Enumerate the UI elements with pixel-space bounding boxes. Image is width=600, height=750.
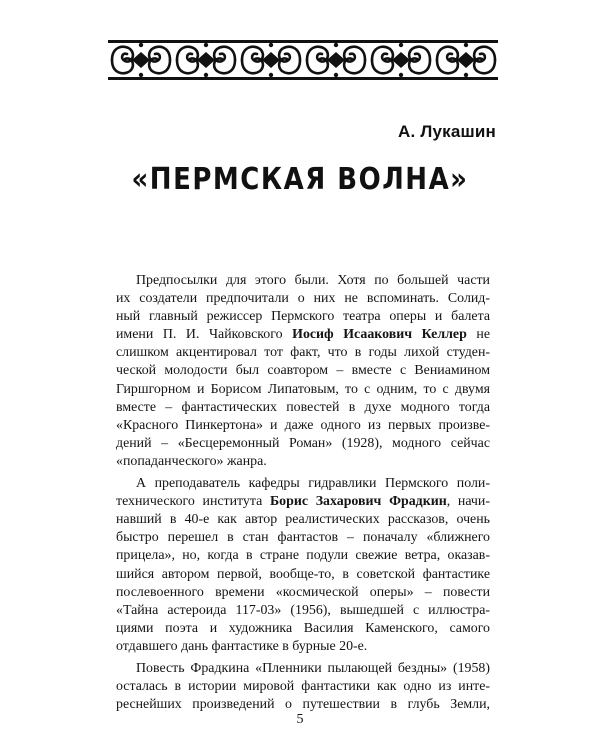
text-line: А преподаватель кафедры гидравлики Пермского поли- <box>136 476 490 492</box>
paragraph <box>116 660 490 714</box>
chapter-title: «ПЕРМСКАЯ ВОЛНА» <box>131 162 469 198</box>
text-line: «Красного Пинкертона» и даже одного из первых произве- <box>116 417 490 433</box>
text-line: вместе – фантастических повестей в духе модного тогда <box>116 399 490 415</box>
text-line: Повесть Фрадкина «Пленники пылающей бездны» (1958) <box>136 660 490 676</box>
text-line: их создатели предпочитали о них не вспоминать. Солид- <box>116 291 490 307</box>
text-line: отдавшего дань фантастике в бурные 20-е. <box>116 638 368 654</box>
decorative-ornament-border <box>108 40 498 80</box>
text-line: имени П. И. Чайковского Иосиф Исаакович Келлер не <box>116 327 490 343</box>
text-line: прицела», но, когда в стране подули свежие ветра, оказав- <box>116 548 490 564</box>
text-line: циями поэта и художника Василия Каменского, самого <box>116 620 490 636</box>
paragraph <box>116 272 490 471</box>
author-name: А. Лукашин <box>398 122 496 141</box>
person-name-fradkin: Борис Захарович Фрадкин <box>270 494 447 510</box>
text-line: «попаданческого» жанра. <box>116 453 267 469</box>
text-line: дений – «Бесцеремонный Роман» (1928), модного сейчас <box>116 435 490 451</box>
text-line: реснейших произведений о путешествии в глубь Земли, <box>116 697 490 713</box>
page-number: 5 <box>296 712 304 727</box>
text-line: Предпосылки для этого были. Хотя по большей части <box>136 273 490 288</box>
paragraph <box>116 475 490 656</box>
text-line: ческой молодости был соавтором – вместе с Вениамином <box>116 363 490 379</box>
person-name-keller: Иосиф Исаакович Келлер <box>292 327 467 343</box>
text-line: шийся автором первой, вообще-то, в советской фантастике <box>116 566 490 582</box>
text-line: быстро перешел в стан фантастов – поначалу «ближнего <box>116 530 490 546</box>
body-text <box>116 272 490 714</box>
text-line: слишком акцентировал тот факт, что в годы лихой студен- <box>116 345 490 361</box>
text-line: ный главный режиссер Пермского театра оперы и балета <box>116 309 490 325</box>
text-line: послевоенного времени «космической оперы» – повести <box>116 584 490 600</box>
text-line: технического института Борис Захарович Фрадкин, начи- <box>116 494 490 510</box>
text-line: осталась в истории мировой фантастики как одно из инте- <box>116 679 490 695</box>
text-line: «Тайна астероида 117-03» (1956), вышедшей с иллюстра- <box>116 602 490 618</box>
text-line: навший в 40-е как автор реалистических рассказов, очень <box>116 512 490 528</box>
text-line: Гиршгорном и Борисом Липатовым, то с одним, то с двумя <box>116 381 490 397</box>
